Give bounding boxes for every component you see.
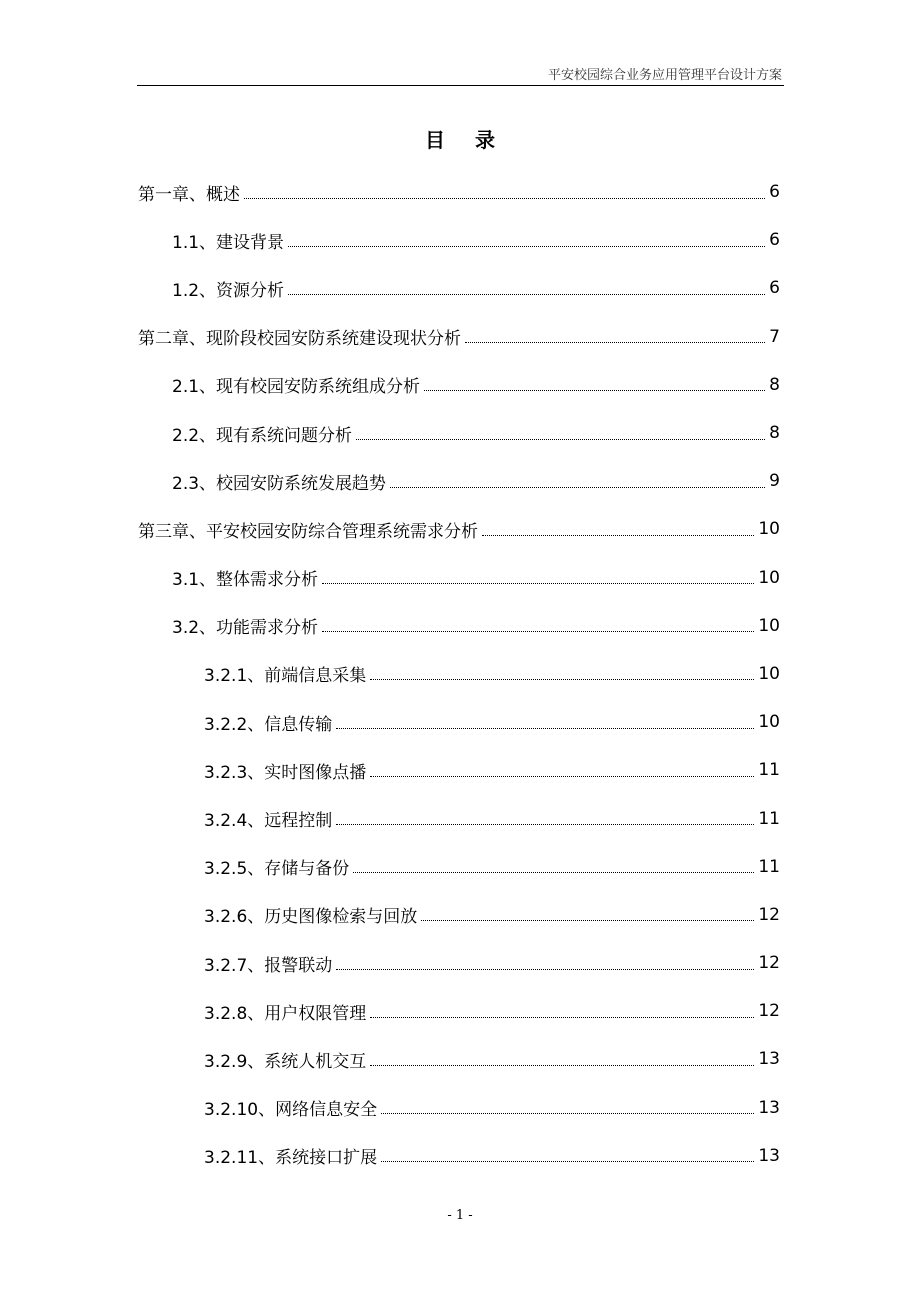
toc-entry[interactable] <box>0 794 920 842</box>
toc-entry-page: 6 <box>769 182 780 203</box>
toc-entry-label: 3.2.10、网络信息安全 <box>204 1100 378 1121</box>
toc-entry-page: 11 <box>758 856 780 877</box>
running-header-title: 平安校园综合业务应用管理平台设计方案 <box>547 68 782 83</box>
toc-entry[interactable] <box>0 1084 920 1132</box>
dot-leader <box>288 246 765 247</box>
toc-entry[interactable] <box>0 554 920 602</box>
toc-entry-page: 6 <box>769 230 780 251</box>
dot-leader <box>336 969 754 970</box>
toc-title-char-2: 录 <box>475 128 495 152</box>
toc-entry[interactable] <box>0 650 920 698</box>
dot-leader <box>370 679 754 680</box>
dot-leader <box>381 1113 754 1114</box>
toc-entry[interactable] <box>0 698 920 746</box>
toc-entry[interactable] <box>0 746 920 794</box>
header-rule <box>137 85 784 86</box>
toc-entry[interactable] <box>0 1035 920 1083</box>
toc-entry-label: 3.2.7、报警联动 <box>204 955 333 976</box>
toc-entry-label: 第三章、平安校园安防综合管理系统需求分析 <box>138 521 478 542</box>
toc-entry-page: 10 <box>758 519 780 540</box>
toc-entry-label: 第二章、现阶段校园安防系统建设现状分析 <box>138 329 461 350</box>
toc-entry-page: 12 <box>758 953 780 974</box>
toc-title-char-1: 目 <box>425 128 445 152</box>
toc-entry-page: 10 <box>758 615 780 636</box>
toc-entry-page: 13 <box>758 1145 780 1166</box>
toc-entry-label: 1.1、建设背景 <box>172 232 285 253</box>
dot-leader <box>482 535 754 536</box>
toc-entry-label: 3.2、功能需求分析 <box>172 618 319 639</box>
dot-leader <box>244 198 765 199</box>
toc-entry[interactable] <box>0 602 920 650</box>
toc-entry-page: 10 <box>758 663 780 684</box>
dot-leader <box>353 872 754 873</box>
toc-entry[interactable] <box>0 264 920 312</box>
toc-entry-label: 1.2、资源分析 <box>172 280 285 301</box>
dot-leader <box>322 583 754 584</box>
toc-entry[interactable] <box>0 216 920 264</box>
dot-leader <box>370 776 754 777</box>
dot-leader <box>381 1161 754 1162</box>
dot-leader <box>370 1065 754 1066</box>
toc-entry[interactable] <box>0 1132 920 1180</box>
toc-entry-page: 10 <box>758 567 780 588</box>
dot-leader <box>421 920 754 921</box>
toc-entry-page: 6 <box>769 278 780 299</box>
dot-leader <box>424 390 765 391</box>
dot-leader <box>288 294 765 295</box>
page-number: - 1 - <box>447 1208 473 1223</box>
toc-entry-label: 3.2.9、系统人机交互 <box>204 1051 367 1072</box>
toc-entry-page: 7 <box>769 326 780 347</box>
toc-entry[interactable] <box>0 843 920 891</box>
toc-entry-label: 3.2.3、实时图像点播 <box>204 762 367 783</box>
toc-entry-page: 8 <box>769 374 780 395</box>
toc-entry[interactable] <box>0 168 920 216</box>
toc-entry-page: 11 <box>758 808 780 829</box>
toc-entry-label: 2.2、现有系统问题分析 <box>172 425 353 446</box>
toc-entry-label: 3.2.11、系统接口扩展 <box>204 1148 378 1169</box>
toc-entry[interactable] <box>0 891 920 939</box>
toc-entry[interactable] <box>0 939 920 987</box>
toc-entry-page: 12 <box>758 904 780 925</box>
toc-entry-label: 3.2.2、信息传输 <box>204 714 333 735</box>
toc-entry-label: 2.1、现有校园安防系统组成分析 <box>172 377 421 398</box>
toc-entry[interactable] <box>0 313 920 361</box>
table-of-contents <box>0 168 920 1180</box>
toc-entry[interactable] <box>0 987 920 1035</box>
toc-entry-page: 9 <box>769 471 780 492</box>
toc-entry-label: 3.2.8、用户权限管理 <box>204 1003 367 1024</box>
dot-leader <box>370 1017 754 1018</box>
toc-entry-page: 13 <box>758 1097 780 1118</box>
toc-entry-page: 13 <box>758 1049 780 1070</box>
toc-entry-label: 3.2.4、远程控制 <box>204 811 333 832</box>
toc-entry[interactable] <box>0 505 920 553</box>
dot-leader <box>322 631 754 632</box>
toc-entry-page: 12 <box>758 1001 780 1022</box>
dot-leader <box>336 728 754 729</box>
toc-entry-page: 8 <box>769 423 780 444</box>
toc-entry[interactable] <box>0 457 920 505</box>
dot-leader <box>356 439 765 440</box>
dot-leader <box>336 824 754 825</box>
toc-entry-label: 第一章、概述 <box>138 184 240 205</box>
toc-entry-label: 3.1、整体需求分析 <box>172 570 319 591</box>
toc-entry-label: 3.2.5、存储与备份 <box>204 859 350 880</box>
toc-entry-label: 3.2.1、前端信息采集 <box>204 666 367 687</box>
toc-title <box>0 124 920 153</box>
dot-leader <box>390 487 765 488</box>
toc-entry-page: 11 <box>758 760 780 781</box>
dot-leader <box>465 342 765 343</box>
toc-entry-page: 10 <box>758 712 780 733</box>
toc-entry[interactable] <box>0 409 920 457</box>
toc-entry[interactable] <box>0 361 920 409</box>
toc-entry-label: 2.3、校园安防系统发展趋势 <box>172 473 387 494</box>
toc-entry-label: 3.2.6、历史图像检索与回放 <box>204 907 418 928</box>
